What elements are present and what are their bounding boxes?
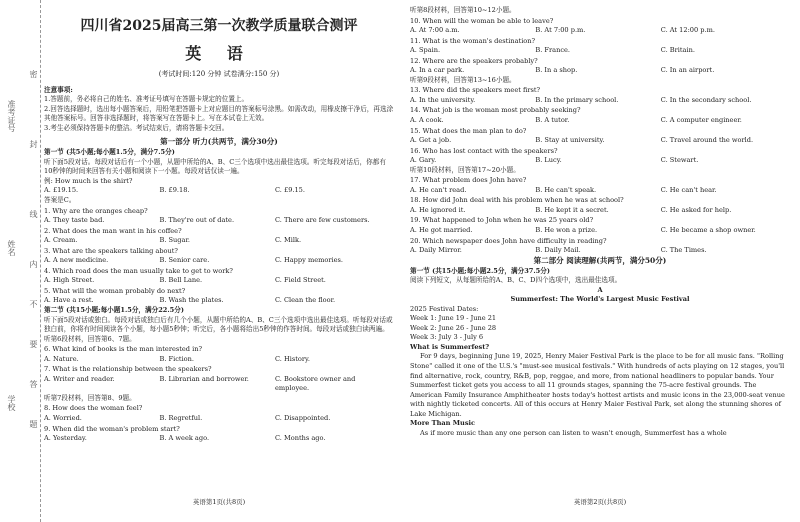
subject-heading: 英 语 [185, 44, 253, 64]
option: A. At 7:00 a.m. [410, 26, 460, 35]
material-prompt: 听第7段材料，回答第8、9题。 [44, 393, 136, 402]
option: B. A tutor. [535, 116, 570, 125]
option: C. Happy memories. [275, 256, 343, 265]
cut-label: 内 [29, 260, 38, 268]
question-text: 10. When will the woman be able to leave? [410, 16, 554, 25]
option: B. £9.18. [159, 186, 190, 195]
question-text: 1. Why are the oranges cheap? [44, 206, 148, 215]
question-text: 14. What job is the woman most probably seeking? [410, 106, 581, 115]
option: A. They taste bad. [44, 216, 105, 225]
option-row [44, 276, 394, 286]
option: B. A week ago. [159, 434, 210, 443]
material-prompt: 听第10段材料，回答第17~20小题。 [410, 165, 520, 174]
option: B. Regretful. [159, 414, 203, 422]
option-row [44, 216, 394, 226]
option: B. At 7:00 p.m. [535, 26, 586, 35]
example-answer: 答案是C。 [44, 195, 76, 204]
option: A. A cook. [410, 116, 444, 125]
option: A. High Street. [44, 276, 95, 285]
question-text: 9. When did the woman's problem start? [44, 424, 180, 433]
option-row [410, 156, 790, 166]
option: C. At 12:00 p.m. [660, 26, 715, 35]
section2-directions: 听下面5段对话或独白。每段对话或独白后有几个小题，从题中所给的A、B、C三个选项中选出最佳选项。听每段对话或独白前，你将有时间阅读各个小题，每小题5秒钟；听完后，各小题将给出5秒钟的作答时间。每段对话或独白读两遍。 [44, 315, 393, 334]
cut-label: 题 [29, 420, 38, 428]
option: B. In the primary school. [535, 95, 619, 104]
section1-directions: 听下面5段对话。每段对话后有一个小题，从题中所给的A、B、C三个选项中选出最佳选项。听完每段对话后，你都有10秒钟的时间来回答有关小题和阅读下一小题。每段对话仅读一遍。 [44, 157, 386, 176]
option: A. Cream. [44, 236, 78, 245]
passage-letter: A [597, 285, 603, 294]
page-footer: 英语第2页(共8页) [573, 497, 627, 506]
option: A. Have a rest. [44, 296, 94, 305]
passage-paragraph: As if more music than any one person can listen to wasn't enough, Summerfest has a whole [420, 428, 727, 437]
question-text: 6. What kind of books is the man interested in? [44, 345, 203, 354]
option: B. He won a prize. [535, 226, 598, 235]
passage-subheading: What is Summerfest? [410, 342, 490, 351]
option: B. Librarian and borrower. [159, 374, 249, 383]
option: B. He can't speak. [535, 185, 597, 194]
material-prompt: 听第9段材料，回答第13~16小题。 [410, 75, 516, 84]
option: B. Fiction. [159, 354, 194, 363]
option: A. Daily Mirror. [410, 246, 462, 255]
example-question: 例: How much is the shirt? [44, 176, 133, 185]
option-row [44, 414, 394, 424]
reading-section-heading: 第一节 (共15小题;每小题2.5分，满分37.5分) [410, 266, 550, 275]
option: A. In the university. [410, 95, 476, 104]
option: A. £19.15. [44, 186, 79, 195]
option: C. Field Street. [275, 276, 326, 285]
option: A. Gary. [410, 156, 437, 165]
page-1 [44, 6, 394, 506]
section2-heading: 第二节 (共15小题;每小题1.5分，满分22.5分) [44, 305, 184, 314]
option: A. He ignored it. [410, 205, 466, 214]
option: A. Nature. [44, 354, 79, 363]
page-2 [410, 6, 790, 506]
cut-label: 线 [29, 210, 38, 218]
option: C. Milk. [275, 236, 302, 245]
option: A. Spain. [410, 46, 441, 55]
example-options [44, 186, 394, 196]
option: A. Worried. [44, 414, 82, 422]
cut-label: 密 [29, 70, 38, 78]
option-row [410, 226, 790, 236]
reading-directions: 阅读下列短文，从每题所给的A、B、C、D四个选项中，选出最佳选项。 [410, 276, 622, 285]
option-row [410, 66, 790, 76]
option: C. £9.15. [275, 186, 305, 195]
option-row [410, 26, 790, 36]
question-text: 7. What is the relationship between the speakers? [44, 365, 212, 374]
margin-label-exam-number: 准考证号 [7, 100, 16, 132]
note-item: 2.回答选择题时，选出每小题答案后，用铅笔把答题卡上对应题目的答案标号涂黑。如需改动，用橡皮擦干净后，再选涂其他答案标号。回答非选择题时，将答案写在答题卡上。写在本试卷上无效。 [44, 104, 394, 123]
margin-label-school: 学校 [7, 395, 16, 411]
option-row [44, 375, 394, 394]
option: C. There are few customers. [275, 216, 370, 225]
question-text: 17. What problem does John have? [410, 176, 527, 185]
material-prompt: 听第6段材料，回答第6、7题。 [44, 334, 136, 343]
question-text: 2. What does the man want in his coffee? [44, 226, 182, 235]
option-row [410, 186, 790, 196]
binding-margin [0, 0, 41, 522]
question-text: 11. What is the woman's destination? [410, 36, 536, 45]
option: B. They're out of date. [159, 216, 235, 225]
passage-date: Week 1: June 19 - June 21 [410, 314, 497, 323]
question-text: 16. Who has lost contact with the speakers? [410, 146, 558, 155]
option: C. Months ago. [275, 434, 326, 443]
passage-date: Week 2: June 26 - June 28 [410, 323, 497, 332]
option: C. Stewart. [660, 156, 699, 165]
option: B. Wash the plates. [159, 296, 224, 305]
option-row [410, 136, 790, 146]
option: B. In a shop. [535, 66, 578, 75]
option: B. Senior care. [159, 256, 210, 265]
option: A. Get a job. [410, 136, 452, 145]
question-text: 18. How did John deal with his problem when he was at school? [410, 196, 624, 205]
option: C. History. [275, 354, 310, 363]
cut-label: 答 [29, 380, 38, 388]
exam-info: (考试时间:120 分钟 试卷满分:150 分) [158, 70, 280, 79]
passage-date: Week 3: July 3 - July 6 [410, 333, 484, 342]
option: C. In the secondary school. [660, 95, 752, 104]
option: B. France. [535, 46, 571, 55]
page-footer: 英语第1页(共8页) [192, 497, 246, 506]
question-text: 5. What will the woman probably do next? [44, 286, 186, 295]
section1-heading: 第一节 (共5小题;每小题1.5分，满分7.5分) [44, 148, 175, 157]
margin-label-name: 姓名 [7, 240, 16, 256]
passage-date: 2025 Festival Dates: [410, 304, 479, 313]
option-row [44, 256, 394, 266]
option-row [44, 236, 394, 246]
exam-title: 四川省2025届高三第一次教学质量联合测评 [80, 18, 358, 34]
option: A. Writer and reader. [44, 374, 115, 383]
option: B. Bell Lane. [159, 276, 203, 285]
option: A. He can't read. [410, 185, 467, 194]
option: C. The Times. [660, 246, 707, 255]
option: B. Sugar. [159, 236, 190, 245]
option: C. He asked for help. [660, 205, 732, 214]
part1-heading: 第一部分 听力(共两节，满分30分) [160, 137, 278, 147]
option-row [410, 246, 790, 256]
question-list [410, 6, 790, 256]
question-text: 20. Which newspaper does John have difficulty in reading? [410, 236, 607, 245]
passage-title: Summerfest: The World's Largest Music Festival [510, 295, 690, 304]
option: B. He kept it a secret. [535, 205, 609, 214]
notes-title: 注意事项: [44, 85, 73, 94]
option: C. Britain. [660, 46, 695, 55]
option-row [44, 355, 394, 365]
passage-paragraph: For 9 days, beginning June 19, 2025, Henry Maier Festival Park is the place to be for all music fans. "Rolling Stone" called it one of the U.S.'s "must-see musical festivals." With hundreds of acts playing on 12 stages, you'll find alternative, rock, country, R&B, pop, reggae, and more, from national headliners to popular bands. Your Summerfest ticket gets you access to all 11 grounds stages, spanning the 75-acre festival grounds. The American Family Insurance Amphitheater hosts today's hottest artists and music icons in the 23,000-seat venue with nightly ticketed concerts. All of this occurs at Henry Maier Festival Park, set along the stunning shores of Lake Michigan. [410, 352, 785, 418]
cut-label: 封 [29, 140, 38, 148]
question-text: 3. What are the speakers talking about? [44, 246, 178, 255]
option-row [44, 296, 394, 306]
note-item: 1.答题前，务必将自己的姓名、准考证号填写在答题卡规定的位置上。 [44, 95, 249, 104]
option: A. Yesterday. [44, 434, 87, 443]
material-prompt: 听第8段材料，回答第10~12小题。 [410, 6, 516, 14]
question-text: 19. What happened to John when he was 25 years old? [410, 216, 594, 225]
cut-label: 不 [29, 300, 38, 308]
option-row [410, 206, 790, 216]
option: B. Lucy. [535, 156, 562, 165]
option: C. Travel around the world. [660, 136, 754, 145]
option: C. A computer engineer. [660, 116, 742, 125]
option-row [44, 434, 394, 444]
question-text: 15. What does the man plan to do? [410, 126, 527, 135]
note-item: 3.考生必须保持答题卡的整洁。考试结束后，请将答题卡交回。 [44, 123, 229, 132]
option: A. He got married. [410, 226, 473, 235]
option: C. In an airport. [660, 66, 715, 75]
option: A. In a car park. [410, 66, 465, 75]
question-list [44, 335, 394, 444]
option: B. Daily Mail. [535, 246, 581, 255]
question-text: 8. How does the woman feel? [44, 404, 143, 413]
option-row [410, 116, 790, 126]
question-list [44, 207, 394, 306]
question-text: 13. Where did the speakers meet first? [410, 86, 541, 95]
option-row [410, 46, 790, 56]
question-text: 12. Where are the speakers probably? [410, 56, 538, 65]
option: C. Clean the floor. [275, 296, 336, 305]
cut-label: 要 [29, 340, 38, 348]
option: A. A new medicine. [44, 256, 109, 265]
option: C. Disappointed. [275, 414, 331, 422]
option: B. Stay at university. [535, 136, 605, 145]
option: C. He can't hear. [660, 185, 717, 194]
question-text: 4. Which road does the man usually take to get to work? [44, 266, 233, 275]
part2-heading: 第二部分 阅读理解(共两节，满分50分) [533, 255, 667, 265]
passage-subheading: More Than Music [410, 419, 476, 428]
option: C. He became a shop owner. [660, 226, 756, 235]
option-row [410, 96, 790, 106]
option: C. Bookstore owner and employee. [275, 374, 356, 393]
